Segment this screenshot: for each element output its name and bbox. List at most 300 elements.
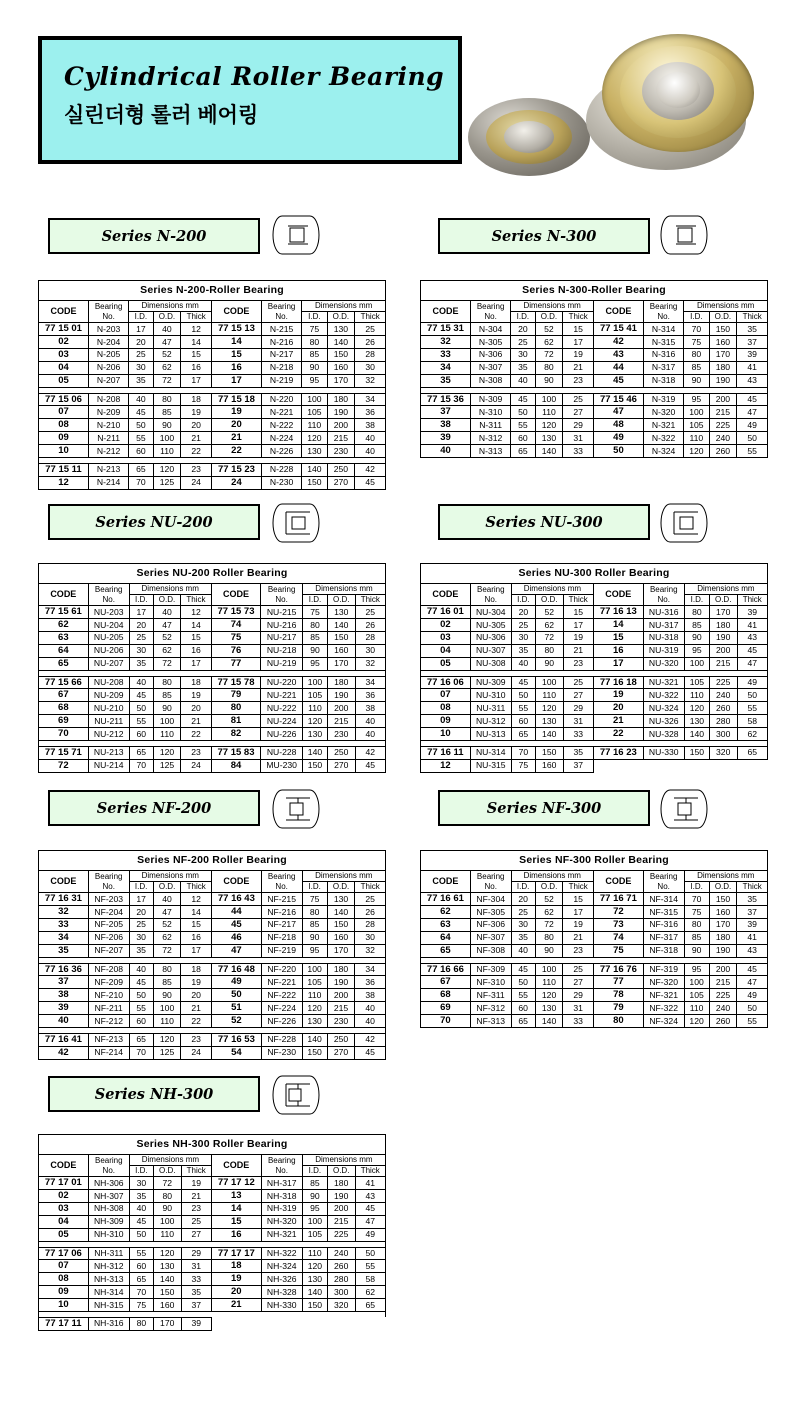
- cell-code: 04: [39, 1215, 89, 1228]
- cell-thick: 43: [355, 1190, 385, 1203]
- cell-od: 170: [153, 1317, 181, 1330]
- cell-id: 85: [684, 619, 709, 632]
- cell-id: 60: [129, 445, 153, 458]
- cell-od: 52: [153, 348, 181, 361]
- cell-od: 260: [327, 1260, 355, 1273]
- cell-code: 77 16 36: [39, 963, 89, 976]
- col-bearing-no: Bearing No.: [470, 584, 511, 606]
- cell-code: 80: [211, 702, 261, 715]
- cell-id: 55: [129, 1247, 153, 1260]
- cell-od: 110: [153, 728, 181, 741]
- cell-code: 49: [211, 976, 261, 989]
- cell-code: 42: [39, 1046, 89, 1059]
- cell-thick: 25: [355, 893, 386, 906]
- cell-code: 19: [593, 689, 643, 702]
- cell-bearing-no: NU-310: [470, 689, 511, 702]
- cell-bearing-no: NU-209: [88, 689, 129, 702]
- cell-od: 40: [153, 606, 181, 619]
- cell-thick: 40: [355, 445, 386, 458]
- table-row: [421, 702, 768, 715]
- col-bearing-no: Bearing No.: [261, 871, 302, 893]
- table-row: [421, 944, 768, 957]
- cell-id: 130: [302, 728, 327, 741]
- cell-bearing-no: NU-314: [470, 746, 511, 759]
- cell-bearing-no: N-312: [470, 432, 510, 445]
- cell-code: 08: [421, 702, 471, 715]
- cell-thick: 41: [737, 361, 768, 374]
- cell-code: 63: [39, 631, 89, 644]
- cell-od: 240: [327, 1247, 355, 1260]
- cell-code: 05: [421, 657, 471, 670]
- cell-od: 110: [535, 689, 563, 702]
- col-thick: Thick: [563, 312, 594, 323]
- cell-id: 40: [129, 1202, 153, 1215]
- cell-od: 130: [327, 893, 355, 906]
- cell-bearing-no: NH-310: [88, 1228, 129, 1241]
- cell-code: 02: [421, 619, 471, 632]
- cell-id: 45: [129, 976, 153, 989]
- cell-bearing-no: NU-205: [88, 631, 129, 644]
- cell-thick: 12: [181, 323, 212, 336]
- cell-id: 60: [129, 1015, 153, 1028]
- col-thick: Thick: [737, 312, 768, 323]
- cell-code: 77 16 48: [211, 963, 261, 976]
- cell-code: 77 15 78: [211, 676, 261, 689]
- table-row: [39, 1015, 386, 1028]
- section-pill-nu300: [438, 504, 650, 540]
- cell-code: 09: [39, 1286, 89, 1299]
- cell-thick: 20: [181, 419, 212, 432]
- cell-code: 73: [593, 918, 643, 931]
- cell-bearing-no: N-321: [643, 419, 683, 432]
- bearing-diagram-nu200-icon: [268, 500, 326, 546]
- cell-od: 250: [327, 1033, 355, 1046]
- cell-thick: 27: [563, 976, 594, 989]
- cell-od: 120: [153, 1033, 181, 1046]
- cell-od: 72: [153, 1177, 181, 1190]
- cell-code: 77 15 31: [421, 323, 471, 336]
- cell-code: 10: [39, 1299, 89, 1312]
- cell-id: 95: [684, 393, 709, 406]
- page-title-kr: 실린더형 롤러 베어링: [64, 104, 259, 127]
- cell-thick: 17: [181, 944, 212, 957]
- cell-id: 85: [684, 931, 709, 944]
- col-od: O.D.: [535, 312, 563, 323]
- cell-od: 160: [327, 931, 355, 944]
- cell-id: 105: [302, 1228, 327, 1241]
- col-dimensions: Dimensions mm: [129, 301, 212, 312]
- cell-code: 70: [421, 1015, 471, 1028]
- cell-od: 80: [153, 393, 181, 406]
- cell-thick: 19: [563, 631, 593, 644]
- table-caption: Series NH-300 Roller Bearing: [39, 1135, 386, 1155]
- cell-id: 35: [511, 931, 535, 944]
- cell-bearing-no: NU-219: [261, 657, 303, 670]
- cell-code: 40: [421, 445, 471, 458]
- cell-bearing-no: NU-315: [470, 759, 511, 772]
- cell-thick: 31: [563, 1002, 594, 1015]
- cell-bearing-no: N-222: [261, 419, 301, 432]
- cell-od: 200: [328, 702, 356, 715]
- cell-code: 44: [211, 906, 261, 919]
- cell-code: 21: [593, 715, 643, 728]
- cell-thick: 34: [355, 676, 385, 689]
- cell-thick: 18: [181, 393, 212, 406]
- cell-code: 14: [593, 619, 643, 632]
- cell-od: 280: [327, 1273, 355, 1286]
- cell-code: 77: [593, 976, 643, 989]
- col-bearing-no: Bearing No.: [261, 301, 301, 323]
- cell-thick: 21: [563, 644, 593, 657]
- table-n200: [38, 280, 386, 490]
- col-code: CODE: [421, 301, 471, 323]
- cell-code: 77 16 43: [211, 893, 261, 906]
- cell-bearing-no: NH-311: [88, 1247, 129, 1260]
- col-id: I.D.: [511, 882, 535, 893]
- cell-thick: 30: [355, 644, 385, 657]
- table-row: [39, 1215, 386, 1228]
- cell-bearing-no: NU-224: [261, 715, 303, 728]
- title-banner: [38, 36, 462, 164]
- cell-code: 63: [421, 918, 471, 931]
- cell-id: 90: [302, 931, 327, 944]
- cell-od: 300: [709, 728, 737, 741]
- table-nu300: [420, 563, 768, 773]
- cell-id: 120: [302, 1260, 327, 1273]
- cell-bearing-no: NU-222: [261, 702, 303, 715]
- cell-code: 70: [39, 728, 89, 741]
- cell-bearing-no: NF-213: [88, 1033, 129, 1046]
- cell-bearing-no: NF-309: [470, 963, 511, 976]
- cell-id: 110: [302, 989, 327, 1002]
- cell-od: 80: [535, 644, 563, 657]
- cell-thick: 30: [355, 361, 386, 374]
- cell-bearing-no: NF-219: [261, 944, 302, 957]
- cell-code: 10: [421, 728, 471, 741]
- cell-bearing-no: NF-315: [643, 906, 684, 919]
- table-row: [421, 374, 768, 387]
- cell-bearing-no: NH-324: [261, 1260, 302, 1273]
- cell-code: 18: [211, 1260, 261, 1273]
- cell-thick: 17: [563, 906, 594, 919]
- cell-code: 77 16 76: [593, 963, 643, 976]
- cell-code: 42: [593, 336, 643, 349]
- table-row: [39, 1286, 386, 1299]
- cell-bearing-no: NU-207: [88, 657, 129, 670]
- col-od: O.D.: [709, 595, 737, 606]
- cell-id: 90: [684, 374, 709, 387]
- cell-bearing-no: NU-321: [643, 676, 684, 689]
- cell-code: 16: [211, 1228, 261, 1241]
- cell-id: 120: [302, 432, 327, 445]
- cell-code: 17: [211, 374, 261, 387]
- cell-thick: 16: [181, 931, 212, 944]
- cell-id: 100: [302, 1215, 327, 1228]
- cell-code: 69: [421, 1002, 471, 1015]
- cell-thick: 37: [737, 336, 768, 349]
- cell-thick: 29: [563, 989, 594, 1002]
- cell-id: 60: [511, 1002, 535, 1015]
- cell-id: 140: [302, 1033, 327, 1046]
- cell-od: 140: [535, 728, 563, 741]
- col-thick: Thick: [737, 595, 767, 606]
- cell-id: 20: [511, 323, 535, 336]
- cell-bearing-no: N-230: [261, 476, 301, 489]
- cell-bearing-no: N-208: [88, 393, 128, 406]
- cell-od: 72: [535, 348, 563, 361]
- cell-bearing-no: NF-307: [470, 931, 511, 944]
- table-row: [39, 406, 386, 419]
- section-pill-label: Series N-200: [101, 227, 207, 245]
- cell-code: 77 15 06: [39, 393, 89, 406]
- cell-thick: 29: [563, 419, 594, 432]
- cell-bearing-no: NH-313: [88, 1273, 129, 1286]
- cell-bearing-no: N-217: [261, 348, 301, 361]
- cell-code: 07: [39, 1260, 89, 1273]
- cell-od: 215: [327, 432, 355, 445]
- cell-id: 55: [511, 989, 535, 1002]
- cell-bearing-no: NU-212: [88, 728, 129, 741]
- table-row: [421, 348, 768, 361]
- cell-id: 30: [511, 631, 535, 644]
- cell-code: 34: [421, 361, 471, 374]
- col-dimensions: Dimensions mm: [684, 301, 768, 312]
- cell-bearing-no: NF-218: [261, 931, 302, 944]
- cell-od: 215: [709, 657, 737, 670]
- cell-od: 180: [328, 676, 356, 689]
- cell-id: 50: [129, 989, 153, 1002]
- cell-code: 14: [211, 1202, 261, 1215]
- cell-thick: 39: [737, 918, 768, 931]
- table-caption: Series NF-300 Roller Bearing: [421, 851, 768, 871]
- cell-id: 100: [684, 406, 709, 419]
- page-title-en: Cylindrical Roller Bearing: [64, 62, 445, 91]
- cell-id: 20: [129, 619, 153, 632]
- cell-bearing-no: N-311: [470, 419, 510, 432]
- cell-code: 12: [421, 759, 471, 772]
- cell-od: 170: [327, 374, 355, 387]
- cell-id: 75: [302, 893, 327, 906]
- cell-thick: 33: [181, 1273, 211, 1286]
- cell-bearing-no: MU-230: [261, 759, 303, 772]
- cell-bearing-no: NU-206: [88, 644, 129, 657]
- cell-thick: 19: [563, 918, 594, 931]
- cell-bearing-no: N-304: [470, 323, 510, 336]
- cell-thick: 45: [355, 1202, 385, 1215]
- table-n300: [420, 280, 768, 458]
- cell-od: 270: [327, 1046, 355, 1059]
- cell-bearing-no: NH-321: [261, 1228, 302, 1241]
- cell-code: 74: [593, 931, 643, 944]
- cell-id: 105: [684, 676, 709, 689]
- table-row: [39, 1033, 386, 1046]
- cell-thick: 45: [737, 963, 768, 976]
- cell-od: 72: [153, 374, 181, 387]
- cell-code: 49: [593, 432, 643, 445]
- cell-id: 100: [684, 657, 709, 670]
- cell-id: 17: [129, 323, 153, 336]
- cell-code: 77 17 11: [39, 1317, 89, 1330]
- cell-id: 65: [511, 1015, 535, 1028]
- table-row: [39, 374, 386, 387]
- cell-od: 110: [153, 1015, 181, 1028]
- cell-od: 120: [535, 702, 563, 715]
- col-id: I.D.: [129, 312, 153, 323]
- col-od: O.D.: [153, 1166, 181, 1177]
- cell-id: 80: [684, 606, 709, 619]
- cell-id: 50: [511, 406, 535, 419]
- table-row: [39, 619, 386, 632]
- cell-id: 35: [129, 374, 153, 387]
- cell-code: 67: [39, 689, 89, 702]
- col-id: I.D.: [302, 1166, 327, 1177]
- cell-id: 55: [129, 432, 153, 445]
- col-od: O.D.: [709, 882, 737, 893]
- table-row: [39, 393, 386, 406]
- cell-thick: 42: [355, 746, 385, 759]
- cell-thick: 35: [737, 323, 768, 336]
- cell-bearing-no: N-219: [261, 374, 301, 387]
- cell-code: 77 16 66: [421, 963, 471, 976]
- cell-thick: 40: [355, 715, 385, 728]
- cell-od: 250: [327, 463, 355, 476]
- table-nu200: [38, 563, 386, 773]
- cell-id: 105: [684, 419, 709, 432]
- cell-od: 190: [328, 689, 356, 702]
- col-code: CODE: [39, 871, 89, 893]
- cell-bearing-no: NF-310: [470, 976, 511, 989]
- cell-bearing-no: NF-313: [470, 1015, 511, 1028]
- cell-od: 52: [153, 918, 181, 931]
- table-row: [39, 759, 386, 772]
- cell-bearing-no: NH-314: [88, 1286, 129, 1299]
- cell-bearing-no: N-206: [88, 361, 128, 374]
- cell-code: 77 16 61: [421, 893, 471, 906]
- cell-bearing-no: NU-306: [470, 631, 511, 644]
- cell-code: 77 16 41: [39, 1033, 89, 1046]
- cell-id: 130: [302, 445, 327, 458]
- cell-od: 150: [153, 1286, 181, 1299]
- cell-id: 100: [302, 963, 327, 976]
- cell-thick: 49: [737, 419, 768, 432]
- cell-thick: 15: [181, 348, 212, 361]
- table-row: [39, 676, 386, 689]
- cell-code: 15: [211, 348, 261, 361]
- cell-thick: 43: [737, 944, 768, 957]
- cell-id: 110: [302, 1247, 327, 1260]
- cell-od: 100: [153, 1215, 181, 1228]
- cell-id: 80: [302, 906, 327, 919]
- cell-thick: 65: [737, 746, 767, 759]
- cell-thick: 33: [563, 728, 593, 741]
- cell-thick: 21: [181, 1190, 211, 1203]
- cell-code: 68: [421, 989, 471, 1002]
- cell-code: 04: [421, 644, 471, 657]
- cell-od: 180: [709, 931, 737, 944]
- cell-code: 77 16 06: [421, 676, 471, 689]
- cell-thick: 49: [737, 989, 768, 1002]
- section-pill-label: Series NH-300: [94, 1085, 214, 1103]
- col-dimensions: Dimensions mm: [511, 301, 594, 312]
- cell-thick: 47: [737, 657, 767, 670]
- col-dimensions: Dimensions mm: [684, 871, 767, 882]
- cell-id: 17: [129, 606, 153, 619]
- section-pill-label: Series N-300: [491, 227, 597, 245]
- cell-od: 170: [709, 348, 737, 361]
- table-row: [421, 631, 768, 644]
- cell-thick: 47: [737, 406, 768, 419]
- cell-id: 40: [511, 944, 535, 957]
- cell-code: 77 15 71: [39, 746, 89, 759]
- cell-bearing-no: NU-328: [643, 728, 684, 741]
- cell-code: 34: [39, 931, 89, 944]
- table-caption: Series N-200-Roller Bearing: [39, 281, 386, 301]
- cell-thick: 42: [355, 1033, 386, 1046]
- cell-bearing-no: NF-203: [88, 893, 129, 906]
- cell-od: 72: [535, 918, 563, 931]
- cell-thick: 38: [355, 419, 386, 432]
- cell-code: 14: [211, 336, 261, 349]
- cell-bearing-no: NH-326: [261, 1273, 302, 1286]
- cell-od: 90: [153, 419, 181, 432]
- cell-thick: 16: [181, 361, 212, 374]
- cell-od: 47: [153, 906, 181, 919]
- cell-thick: 58: [737, 715, 767, 728]
- cell-code: 64: [421, 931, 471, 944]
- cell-bearing-no: NU-220: [261, 676, 303, 689]
- cell-od: 140: [535, 1015, 563, 1028]
- table-row: [421, 336, 768, 349]
- cell-od: 100: [535, 963, 563, 976]
- cell-thick: 50: [737, 432, 768, 445]
- cell-code: 74: [211, 619, 261, 632]
- cell-code: 77 15 41: [593, 323, 643, 336]
- cell-od: 215: [328, 715, 356, 728]
- cell-id: 150: [302, 759, 327, 772]
- cell-thick: 45: [737, 644, 767, 657]
- cell-bearing-no: NF-226: [261, 1015, 302, 1028]
- cell-id: 50: [129, 419, 153, 432]
- cell-thick: 25: [563, 393, 594, 406]
- cell-thick: 36: [355, 976, 386, 989]
- table-row: [39, 689, 386, 702]
- cell-thick: 23: [181, 746, 211, 759]
- cell-bearing-no: NF-319: [643, 963, 684, 976]
- cell-thick: 27: [563, 406, 594, 419]
- cell-code: 07: [421, 689, 471, 702]
- col-od: O.D.: [153, 882, 181, 893]
- cell-od: 52: [535, 606, 563, 619]
- cell-bearing-no: NU-320: [643, 657, 684, 670]
- cell-code: 72: [593, 906, 643, 919]
- col-bearing-no: Bearing No.: [88, 301, 128, 323]
- cell-code: 64: [39, 644, 89, 657]
- cell-id: 65: [129, 1273, 153, 1286]
- cell-bearing-no: NF-322: [643, 1002, 684, 1015]
- table-row: [421, 976, 768, 989]
- cell-code: 47: [211, 944, 261, 957]
- table-row: [39, 1002, 386, 1015]
- cell-id: 110: [302, 419, 327, 432]
- table-row: [421, 918, 768, 931]
- cell-code: 35: [39, 944, 89, 957]
- cell-id: 90: [684, 944, 709, 957]
- cell-thick: 22: [181, 445, 212, 458]
- col-dimensions: Dimensions mm: [302, 1155, 385, 1166]
- cell-code: 50: [211, 989, 261, 1002]
- cell-id: 30: [129, 931, 153, 944]
- cell-bearing-no: NU-218: [261, 644, 303, 657]
